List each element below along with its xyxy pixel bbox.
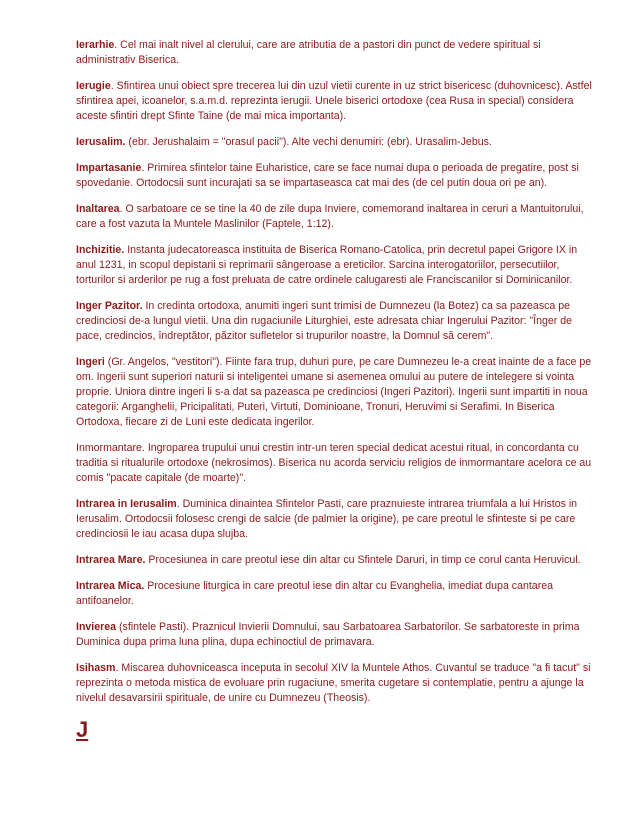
entry-definition: (sfintele Pasti). Praznicul Invierii Domnului, sau Sarbatoarea Sarbatorilor. Se sarbatoreste in prima Duminica dupa prima luna plina, dupa echinoctiul de primavara. [76, 621, 580, 648]
glossary-entry [76, 579, 600, 609]
glossary-entry [76, 553, 600, 568]
glossary-entry [76, 79, 600, 124]
entry-term: Invierea [76, 621, 117, 633]
glossary-entry [76, 243, 600, 288]
glossary-entry [76, 161, 600, 191]
entry-term: Ingeri [76, 356, 105, 368]
glossary-entry [76, 355, 600, 430]
entry-definition: (Gr. Angelos, "vestitori"). Fiinte fara trup, duhuri pure, pe care Dumnezeu le-a creat inainte de a face pe om. Ingerii sunt superiori naturii si inteligentei umane si asemenea omului au putere de intelegere si vointa proprie. Uniora dintre ingeri li s-a dat sa pazeasca pe credinciosi (Ingeri Pazitori). Ingerii sunt impartiti in noua categorii: Arganghelii, Pricipalitati, Puteri, Virtuti, Dominioane, Tronuri, Heruvimi si Serafimi. In Biserica Ortodoxa, fiecare zi de Luni este dedicata ingerilor. [76, 356, 592, 428]
entry-term: Impartasanie [76, 162, 142, 174]
entry-term: Ierugie [76, 80, 111, 92]
entry-definition: Procesiune liturgica in care preotul iese din altar cu Evanghelia, imediat dupa cantarea antifoanelor. [76, 580, 553, 607]
entry-term: Inaltarea [76, 203, 120, 215]
glossary-page [76, 38, 600, 743]
entry-definition: In credinta ortodoxa, anumiti ingeri sunt trimisi de Dumnezeu (la Botez) ca sa pazeasca pe credinciosi de-a lungul vietii. Una din rugaciunile Liturghiei, este adresata chiar Ingerului Pazitor: "Înger de pace, credincios, îndreptător, păzitor sufletelor si trupurilor noastre, la Domnul să cerem". [76, 300, 573, 342]
glossary-entry [76, 135, 600, 150]
entry-term: Inger Pazitor. [76, 300, 143, 312]
entry-term: Isihasm [76, 662, 116, 674]
entry-definition: (ebr. Jerushalaim = "orasul pacii"). Alte vechi denumiri: (ebr). Urasalim-Jebus. [125, 136, 492, 148]
glossary-entry [76, 299, 600, 344]
glossary-entry [76, 497, 600, 542]
entry-definition: Procesiunea in care preotul iese din altar cu Sfintele Daruri, in timp ce corul canta Heruvicul. [145, 554, 581, 566]
glossary-entry [76, 202, 600, 232]
glossary-entry [76, 620, 600, 650]
entry-definition: Instanta judecatoreasca instituita de Biserica Romano-Catolica, prin decretul papei Grigore IX in anul 1231, in scopul depistarii si reprimarii sângeroase a ereticilor. Sarcina interogatoriilor, persecutiilor, torturilor si arderilor pe rug a fost preluata de catre ordinele calugaresti ale Franciscanilor si Dominicanilor. [76, 244, 578, 286]
entry-definition: . O sarbatoare ce se tine la 40 de zile dupa Inviere, comemorand inaltarea in ceruri a Mantuitorului, care a fost vazuta la Muntele Maslinilor (Faptele, 1:12). [76, 203, 584, 230]
entry-definition: . Primirea sfintelor taine Euharistice, care se face numai dupa o perioada de pregatire, post si spovedanie. Ortodocsii sunt incurajati sa se impartaseasca cat mai des (de cel putin doua ori pe an). [76, 162, 579, 189]
glossary-entry [76, 38, 600, 68]
glossary-entry [76, 441, 600, 486]
section-letter: J [76, 717, 89, 742]
glossary-entries [76, 38, 600, 706]
entry-definition: Inmormantare. Ingroparea trupului unui crestin intr-un teren special dedicat acestui ritual, in concordanta cu traditia si ritualurile ortodoxe (nekrosimos). Biserica nu acorda serviciu religios de inmormantare acelora ce au comis "pacate capitale (de moarte)". [76, 442, 592, 484]
entry-term: Intrarea Mare. [76, 554, 146, 566]
entry-definition: . Sfintirea unui obiect spre trecerea lui din uzul vietii curente in uz strict bisericesc (duhovnicesc). Astfel sfintirea apei, icoanelor, s.a.m.d. reprezinta ierugii. Unele biserici ortodoxe (cea Rusa in special) considera aceste sfintiri drept Sfinte Taine (de mai mica importanta). [76, 80, 592, 122]
entry-term: Inchizitie. [76, 244, 125, 256]
entry-term: Intrarea Mica. [76, 580, 145, 592]
entry-definition: . Miscarea duhovniceasca inceputa in secolul XIV la Muntele Athos. Cuvantul se traduce "a fi tacut" si reprezinta o metoda mistica de evoluare prin rugaciune, smerita cugetare si contemplatie, pentru a ajunge la nivelul desavarsirii spirituale, de unire cu Dumnezeu (Theosis). [76, 662, 591, 704]
entry-term: Intrarea in Ierusalim [76, 498, 177, 510]
entry-definition: . Cel mai inalt nivel al clerului, care are atributia de a pastori din punct de vedere spiritual si administrativ Biserica. [76, 39, 541, 66]
entry-definition: . Duminica dinaintea Sfintelor Pasti, care praznuieste intrarea triumfala a lui Hristos in Ierusalim. Ortodocsii folosesc crengi de salcie (de palmier la origine), pe care preotul le sfinteste si pe care credinciosii le iau acasa dupa slujba. [76, 498, 578, 540]
entry-term: Ierarhie [76, 39, 115, 51]
glossary-entry [76, 661, 600, 706]
entry-term: Ierusalim. [76, 136, 126, 148]
